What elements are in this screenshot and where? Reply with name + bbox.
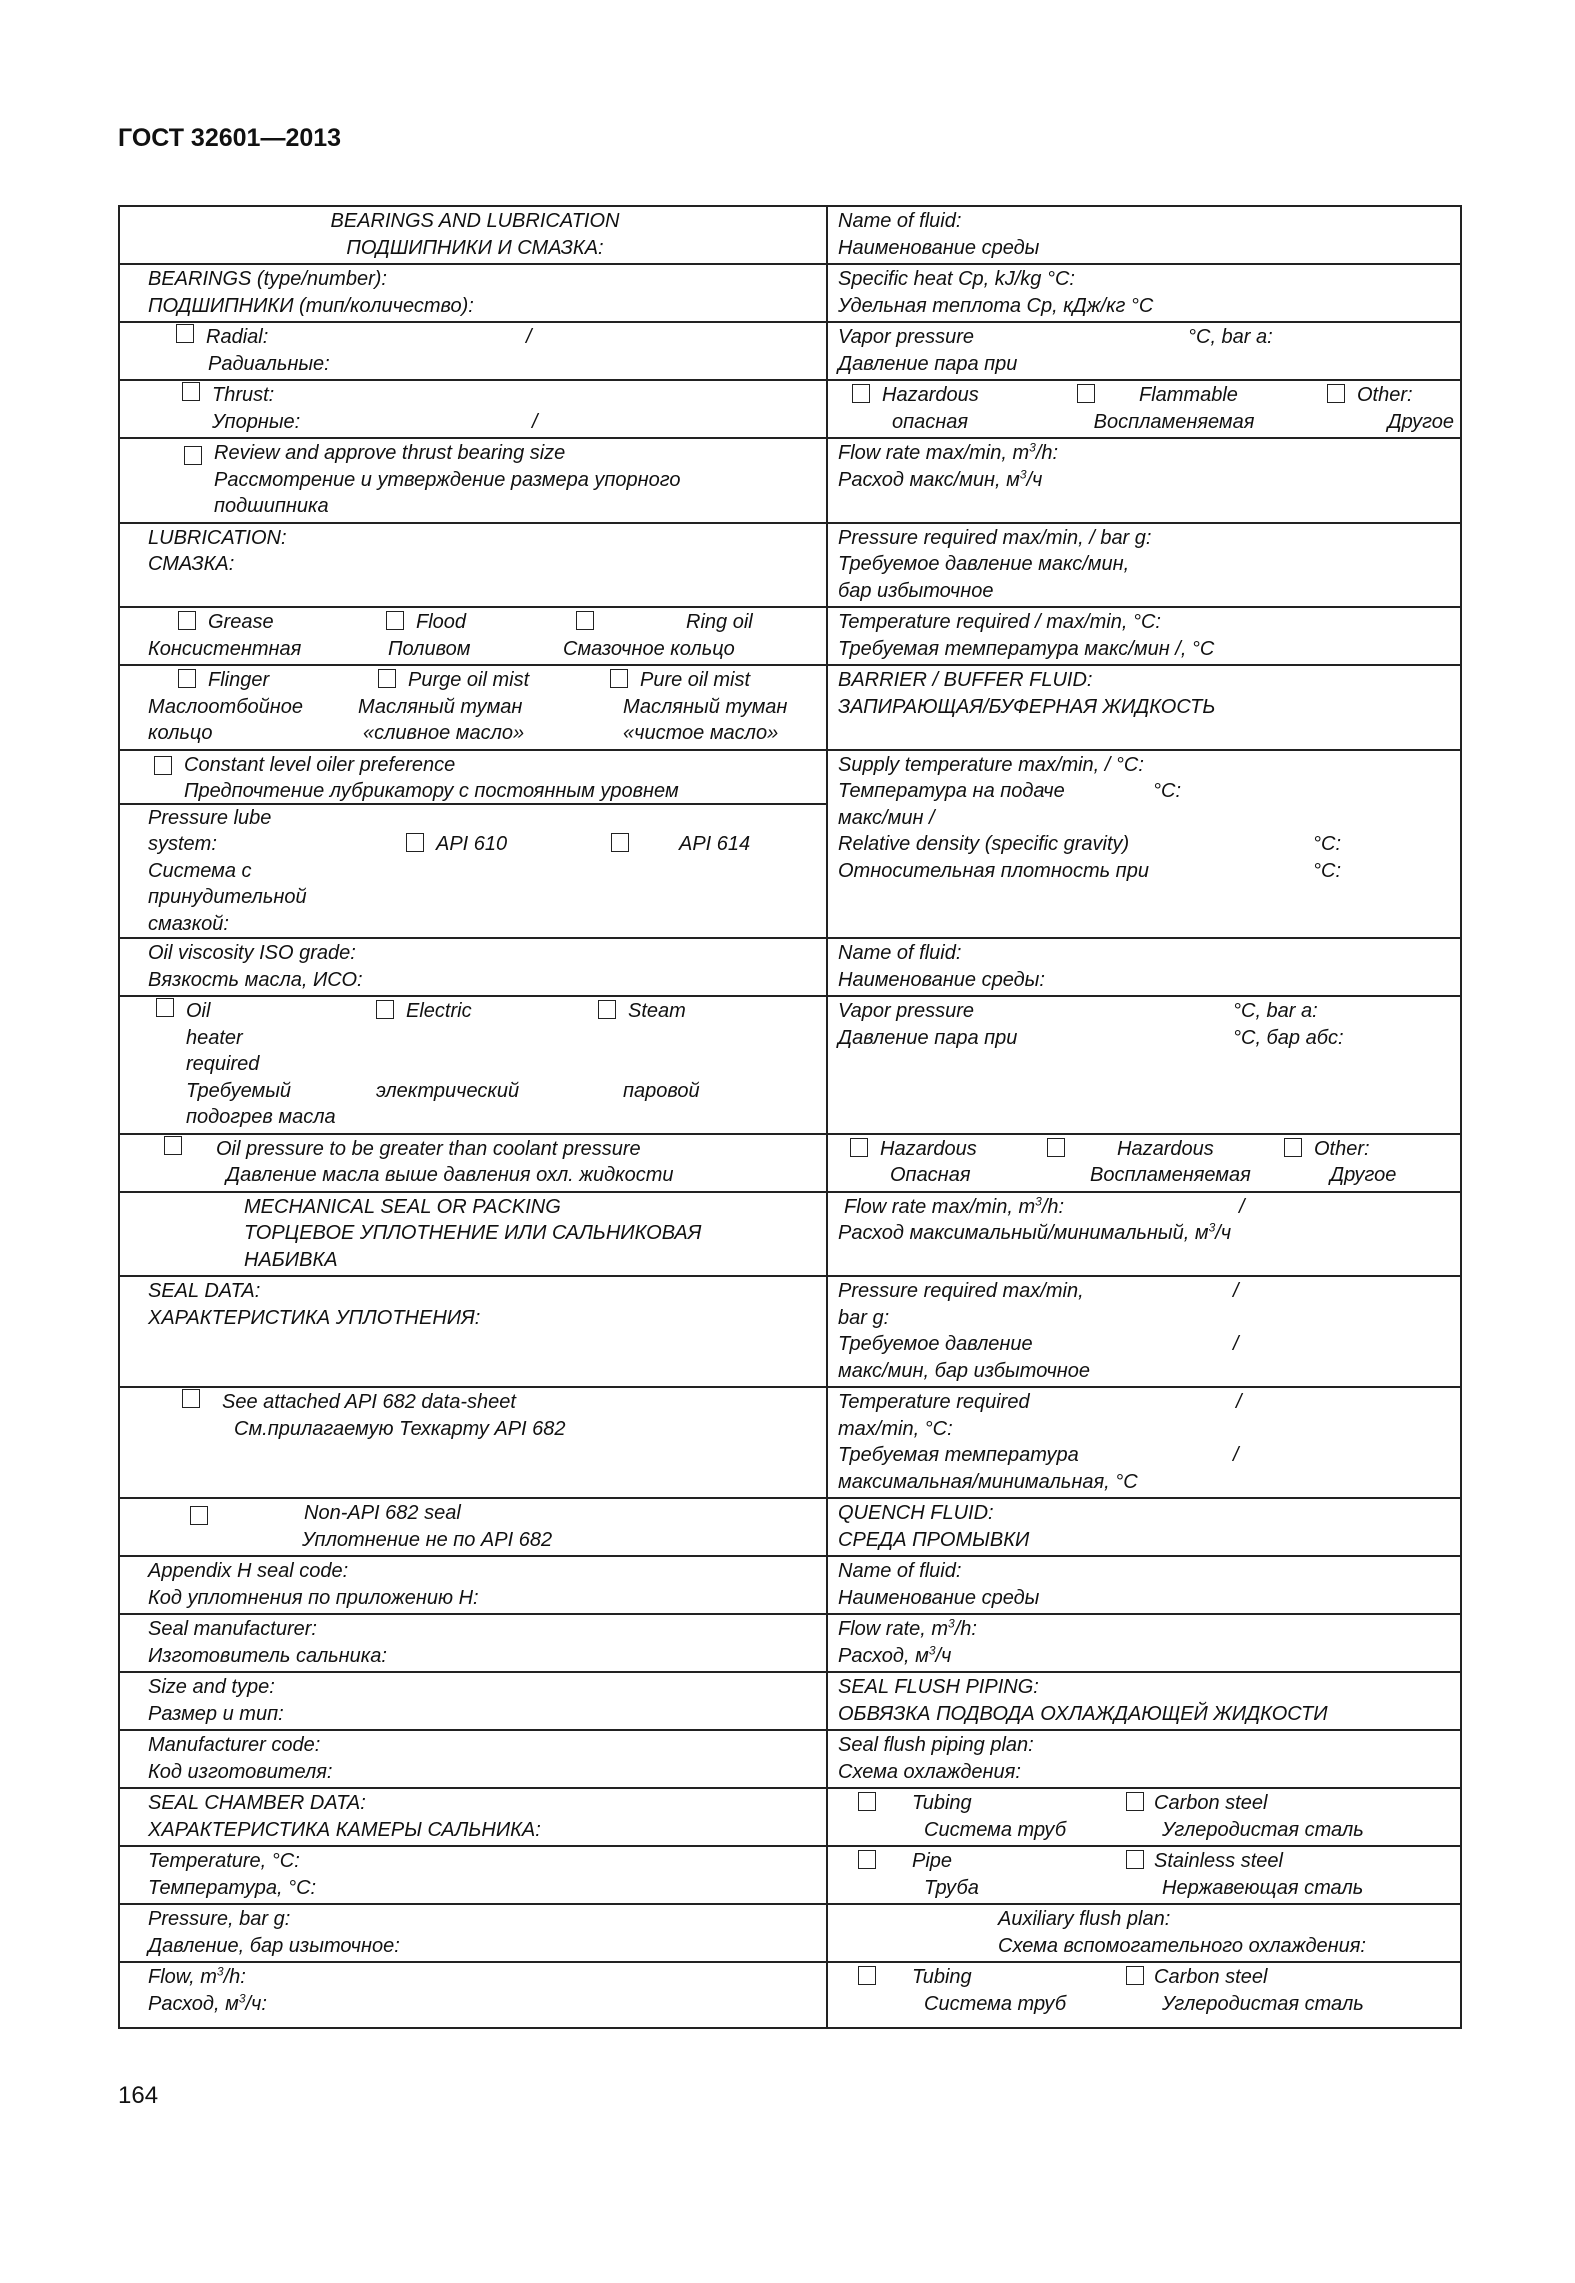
label-ru: Требуемый bbox=[186, 1079, 292, 1102]
label-ru: Другое bbox=[1387, 410, 1454, 433]
label-ru: Относительная плотность при bbox=[838, 859, 1149, 882]
label-ru: Маслоотбойное bbox=[148, 695, 303, 718]
label: BEARINGS (type/number): bbox=[148, 268, 387, 290]
stainless-steel-checkbox[interactable] bbox=[1126, 1850, 1144, 1869]
superscript: 3 bbox=[1029, 440, 1036, 455]
label: Pressure required max/min, / bar g: bbox=[838, 526, 1152, 549]
label: Flood bbox=[416, 611, 467, 633]
label-ru: Наименование среды bbox=[838, 236, 1040, 259]
label: Radial: bbox=[206, 326, 269, 348]
table-row bbox=[119, 1276, 1461, 1387]
label: max/min, °C: bbox=[838, 1417, 953, 1440]
quench-fluid-header bbox=[827, 1498, 1461, 1556]
label-ru: Труба bbox=[924, 1876, 979, 1899]
datasheet-table bbox=[118, 205, 1462, 2029]
table-row bbox=[119, 1192, 1461, 1277]
quench-name-cell[interactable] bbox=[827, 1556, 1461, 1614]
label-ru: Требуемое давление bbox=[838, 1333, 1033, 1355]
label-ru: Изготовитель сальника: bbox=[148, 1644, 387, 1667]
label-ru: Поливом bbox=[388, 637, 471, 660]
table-row bbox=[119, 264, 1461, 322]
superscript: 3 bbox=[1019, 466, 1027, 481]
chamber-flow-cell[interactable] bbox=[119, 1962, 827, 2028]
label-ru: принудительной bbox=[148, 886, 307, 908]
table-row bbox=[119, 380, 1461, 438]
oil-heater-cell bbox=[119, 996, 827, 1134]
label-ru: Давление пара при bbox=[838, 1026, 1018, 1049]
label-ru: макс/мин / bbox=[838, 806, 935, 829]
label: See attached API 682 data-sheet bbox=[222, 1391, 516, 1413]
radial-cell bbox=[119, 322, 827, 380]
label-ru: Вязкость масла, ИСО: bbox=[148, 968, 363, 991]
page-number: 164 bbox=[118, 2082, 159, 2109]
table-row bbox=[119, 1788, 1461, 1846]
auxiliary-plan-cell[interactable] bbox=[827, 1904, 1461, 1962]
label-ru: Консистентная bbox=[148, 637, 302, 660]
label: Other: bbox=[1357, 384, 1413, 406]
superscript: 3 bbox=[928, 1642, 936, 1657]
label: LUBRICATION: bbox=[148, 526, 287, 549]
hazardous-3-checkbox[interactable] bbox=[1047, 1138, 1065, 1157]
label-ru: Уплотнение не по API 682 bbox=[302, 1528, 553, 1551]
superscript: 3 bbox=[1035, 1193, 1042, 1208]
bearings-cell bbox=[119, 264, 827, 322]
non-api682-checkbox[interactable] bbox=[190, 1506, 208, 1525]
label: Thrust: bbox=[212, 384, 275, 406]
supply-temperature-cell[interactable] bbox=[827, 750, 1461, 939]
label-ru: Предпочтение лубрикатору с постоянным уровнем bbox=[184, 780, 679, 802]
label-ru: опасная bbox=[892, 410, 969, 433]
label: Grease bbox=[208, 611, 274, 633]
label: Non-API 682 seal bbox=[304, 1502, 461, 1524]
section-title: SEAL CHAMBER DATA: bbox=[148, 1792, 366, 1814]
label-ru: Рассмотрение и утверждение размера упорного bbox=[214, 468, 681, 491]
label-ru: смазкой: bbox=[148, 912, 229, 935]
document-title: ГОСТ 32601—2013 bbox=[118, 124, 342, 152]
carbon-steel-checkbox[interactable] bbox=[1126, 1792, 1144, 1811]
pipe-material-cell bbox=[827, 1846, 1461, 1904]
label-ru: Температура, °C: bbox=[148, 1876, 317, 1899]
oil-viscosity-cell[interactable] bbox=[119, 938, 827, 996]
flow-rate-cell[interactable] bbox=[827, 438, 1461, 523]
table-row bbox=[119, 1672, 1461, 1730]
appendix-h-cell[interactable] bbox=[119, 1556, 827, 1614]
slash: / bbox=[532, 410, 538, 433]
pressure-required-2-cell[interactable] bbox=[827, 1276, 1461, 1387]
section-title: MECHANICAL SEAL OR PACKING bbox=[244, 1195, 561, 1218]
superscript: 3 bbox=[1208, 1220, 1216, 1235]
table-row bbox=[119, 438, 1461, 523]
label: Steam bbox=[628, 1000, 686, 1022]
label: Flammable bbox=[1139, 384, 1238, 406]
unit: °C, bar a: bbox=[1233, 1000, 1318, 1022]
other-checkbox[interactable] bbox=[1327, 384, 1345, 403]
aux-carbon-steel-checkbox[interactable] bbox=[1126, 1966, 1144, 1985]
label: bar g: bbox=[838, 1306, 890, 1329]
label-ru: Расход, м bbox=[148, 1992, 239, 2015]
constant-level-checkbox[interactable] bbox=[154, 756, 172, 775]
label-ru: Наименование среды bbox=[838, 1586, 1040, 1609]
label: Temperature required bbox=[838, 1391, 1030, 1413]
flush-plan-cell[interactable] bbox=[827, 1730, 1461, 1788]
label: Carbon steel bbox=[1154, 1966, 1268, 1988]
label: Flinger bbox=[208, 669, 270, 691]
label: Oil bbox=[186, 1000, 211, 1022]
label: Size and type: bbox=[148, 1676, 275, 1698]
label-ru: СМАЗКА: bbox=[148, 553, 235, 575]
label-ru: ХАРАКТЕРИСТИКА УПЛОТНЕНИЯ: bbox=[148, 1306, 481, 1329]
label-ru: Давление масла выше давления охл. жидкости bbox=[226, 1164, 674, 1186]
label-ru: Давление пара при bbox=[838, 352, 1018, 375]
label-ru: Опасная bbox=[890, 1164, 971, 1186]
seal-manufacturer-cell[interactable] bbox=[119, 1614, 827, 1672]
seal-data-cell bbox=[119, 1276, 827, 1387]
label: Stainless steel bbox=[1154, 1850, 1283, 1872]
unit: °C: bbox=[1313, 859, 1341, 882]
superscript: 3 bbox=[238, 1990, 246, 2005]
section-title-ru: ЗАПИРАЮЩАЯ/БУФЕРНАЯ ЖИДКОСТЬ bbox=[838, 695, 1216, 718]
unit: /ч bbox=[935, 1644, 952, 1667]
constant-level-cell bbox=[119, 750, 827, 939]
see-api682-checkbox[interactable] bbox=[182, 1389, 200, 1408]
label-ru: Другое bbox=[1330, 1164, 1397, 1186]
unit: /ч: bbox=[245, 1992, 267, 2015]
label-ru: Расход макс/мин, м bbox=[838, 468, 1020, 491]
label-ru: Воспламеняемая bbox=[1090, 1164, 1251, 1186]
oil-heater-checkbox[interactable] bbox=[156, 998, 174, 1017]
label-ru: «чистое масло» bbox=[623, 722, 779, 744]
vapor-pressure-2-cell[interactable] bbox=[827, 996, 1461, 1134]
label-ru: Температура на подаче bbox=[838, 780, 1065, 802]
aux-tubing-checkbox[interactable] bbox=[858, 1966, 876, 1985]
label: Oil viscosity ISO grade: bbox=[148, 942, 356, 964]
label: Flow rate, m bbox=[838, 1618, 949, 1640]
unit: /ч bbox=[1026, 468, 1043, 491]
section-title-ru: СРЕДА ПРОМЫВКИ bbox=[838, 1528, 1030, 1551]
vapor-pressure-cell[interactable] bbox=[827, 322, 1461, 380]
pipe-checkbox[interactable] bbox=[858, 1850, 876, 1869]
label: heater bbox=[186, 1026, 243, 1049]
other-2-checkbox[interactable] bbox=[1284, 1138, 1302, 1157]
steam-heater-checkbox[interactable] bbox=[598, 1000, 616, 1019]
flow-rate-2-cell[interactable] bbox=[827, 1192, 1461, 1277]
label: Carbon steel bbox=[1154, 1792, 1268, 1814]
label: Other: bbox=[1314, 1137, 1370, 1160]
lubrication-cell bbox=[119, 523, 827, 608]
flinger-checkbox[interactable] bbox=[178, 669, 196, 688]
table-row bbox=[119, 1904, 1461, 1962]
size-type-cell[interactable] bbox=[119, 1672, 827, 1730]
label: Appendix H seal code: bbox=[148, 1560, 349, 1582]
review-checkbox[interactable] bbox=[184, 446, 202, 465]
table-row bbox=[119, 1730, 1461, 1788]
section-title-ru: ОБВЯЗКА ПОДВОДА ОХЛАЖДАЮЩЕЙ ЖИДКОСТИ bbox=[838, 1702, 1328, 1725]
table-row bbox=[119, 996, 1461, 1134]
label-ru: Система с bbox=[148, 859, 252, 882]
table-row bbox=[119, 523, 1461, 608]
pressure-required-cell[interactable] bbox=[827, 523, 1461, 608]
table-row bbox=[119, 1614, 1461, 1672]
section-title-ru: ТОРЦЕВОЕ УПЛОТНЕНИЕ ИЛИ САЛЬНИКОВАЯ bbox=[244, 1222, 702, 1244]
label-ru: Код уплотнения по приложению H: bbox=[148, 1586, 479, 1609]
label-ru: Расход, м bbox=[838, 1644, 929, 1667]
radial-checkbox[interactable] bbox=[176, 324, 194, 343]
label-ru: Расход максимальный/минимальный, м bbox=[838, 1222, 1209, 1244]
label-ru: Углеродистая сталь bbox=[1162, 1818, 1364, 1841]
specific-heat-cell[interactable] bbox=[827, 264, 1461, 322]
label-ru: Упорные: bbox=[212, 410, 301, 433]
api614-checkbox[interactable] bbox=[611, 833, 629, 852]
table-row bbox=[119, 938, 1461, 996]
seal-flush-header bbox=[827, 1672, 1461, 1730]
unit: °C: bbox=[1153, 780, 1181, 802]
unit: /ч bbox=[1215, 1222, 1232, 1244]
table-row bbox=[119, 1498, 1461, 1556]
oil-pressure-cell bbox=[119, 1134, 827, 1192]
label-ru: Схема охлаждения: bbox=[838, 1760, 1021, 1783]
ring-oil-checkbox[interactable] bbox=[576, 611, 594, 630]
label: API 610 bbox=[436, 832, 508, 855]
seal-chamber-header bbox=[119, 1788, 827, 1846]
section-title: BEARINGS AND LUBRICATION bbox=[330, 210, 620, 232]
label-ru: Углеродистая сталь bbox=[1162, 1992, 1364, 2015]
grease-checkbox[interactable] bbox=[178, 611, 196, 630]
purge-oil-mist-checkbox[interactable] bbox=[378, 669, 396, 688]
table-row bbox=[119, 206, 1461, 264]
label-ru: Удельная теплота Cp, кДж/кг °C bbox=[838, 294, 1154, 317]
label: SEAL DATA: bbox=[148, 1280, 261, 1302]
label: Pressure, bar g: bbox=[148, 1908, 291, 1930]
label: Seal manufacturer: bbox=[148, 1618, 317, 1640]
fluid-name-cell[interactable] bbox=[827, 206, 1461, 264]
non-api682-cell bbox=[119, 1498, 827, 1556]
table-row bbox=[119, 322, 1461, 380]
temperature-required-2-cell[interactable] bbox=[827, 1387, 1461, 1498]
label: Vapor pressure bbox=[838, 1000, 974, 1022]
unit: °C, bar a: bbox=[1188, 326, 1273, 348]
label-ru: Нержавеющая сталь bbox=[1162, 1876, 1364, 1899]
label: Review and approve thrust bearing size bbox=[214, 442, 566, 464]
label-ru: Требуемая температура макс/мин /, °C bbox=[838, 637, 1215, 660]
temperature-required-cell[interactable] bbox=[827, 607, 1461, 665]
label-ru: Наименование среды: bbox=[838, 968, 1045, 991]
bearings-lubrication-header bbox=[119, 206, 827, 264]
label: Manufacturer code: bbox=[148, 1734, 321, 1756]
section-title: SEAL FLUSH PIPING: bbox=[838, 1676, 1039, 1698]
superscript: 3 bbox=[948, 1616, 955, 1631]
label-ru: кольцо bbox=[148, 722, 213, 744]
label: Oil pressure to be greater than coolant pressure bbox=[216, 1137, 641, 1160]
label-ru: Требуемое давление макс/мин, bbox=[838, 553, 1130, 575]
lubrication-type-cell bbox=[119, 607, 827, 665]
slash: / bbox=[1233, 1333, 1239, 1355]
tubing-checkbox[interactable] bbox=[858, 1792, 876, 1811]
label: Flow rate max/min, m bbox=[838, 442, 1030, 464]
table-row bbox=[119, 1556, 1461, 1614]
slash: / bbox=[1236, 1391, 1242, 1413]
label: Tubing bbox=[912, 1966, 972, 1988]
label: Pipe bbox=[912, 1850, 953, 1872]
chamber-temperature-cell[interactable] bbox=[119, 1846, 827, 1904]
label: Vapor pressure bbox=[838, 326, 974, 348]
label: Name of fluid: bbox=[838, 210, 962, 232]
thrust-checkbox[interactable] bbox=[182, 382, 200, 401]
label-ru: бар избыточное bbox=[838, 579, 994, 602]
table-row bbox=[119, 607, 1461, 665]
slash: / bbox=[526, 326, 532, 348]
label: Supply temperature max/min, / °C: bbox=[838, 753, 1144, 776]
label: required bbox=[186, 1053, 260, 1075]
label: system: bbox=[148, 833, 217, 855]
section-title: BARRIER / BUFFER FLUID: bbox=[838, 669, 1093, 691]
oil-mist-cell bbox=[119, 665, 827, 750]
label-ru: подшипника bbox=[214, 495, 329, 517]
label-ru: Схема вспомогательного охлаждения: bbox=[998, 1934, 1366, 1957]
label-ru: Код изготовителя: bbox=[148, 1760, 333, 1783]
quench-flow-cell[interactable] bbox=[827, 1614, 1461, 1672]
label: Pure oil mist bbox=[640, 669, 751, 691]
label-ru: Масляный туман bbox=[623, 695, 788, 718]
manufacturer-code-cell[interactable] bbox=[119, 1730, 827, 1788]
label-ru: Смазочное кольцо bbox=[563, 637, 735, 660]
unit: °C, бар абс: bbox=[1233, 1026, 1344, 1049]
label: Purge oil mist bbox=[408, 669, 530, 691]
table-row bbox=[119, 1962, 1461, 2028]
table-row bbox=[119, 665, 1461, 750]
label-ru: Воспламеняемая bbox=[1093, 410, 1255, 433]
unit: /h: bbox=[1035, 442, 1059, 464]
label: Relative density (specific gravity) bbox=[838, 833, 1130, 855]
label: Constant level oiler preference bbox=[184, 753, 456, 776]
label-ru: Система труб bbox=[924, 1818, 1067, 1841]
label-ru: Система труб bbox=[924, 1992, 1067, 2015]
label: Flow rate max/min, m bbox=[844, 1195, 1036, 1218]
label-ru: Масляный туман bbox=[358, 695, 523, 718]
hazard-class-2-cell bbox=[827, 1134, 1461, 1192]
api682-cell bbox=[119, 1387, 827, 1498]
label-ru: Давление, бар изыточное: bbox=[148, 1934, 400, 1957]
label: Electric bbox=[406, 1000, 472, 1022]
label: Temperature, °C: bbox=[148, 1850, 300, 1872]
label-ru: Радиальные: bbox=[208, 352, 330, 375]
barrier-fluid-header bbox=[827, 665, 1461, 750]
hazardous-2-checkbox[interactable] bbox=[850, 1138, 868, 1157]
hazardous-checkbox[interactable] bbox=[852, 384, 870, 403]
aux-tubing-material-cell bbox=[827, 1962, 1461, 2028]
label-ru: макс/мин, бар избыточное bbox=[838, 1359, 1091, 1382]
label-ru: ПОДШИПНИКИ (тип/количество): bbox=[148, 294, 474, 317]
pure-oil-mist-checkbox[interactable] bbox=[610, 669, 628, 688]
label-ru: См.прилагаемую Техкарту API 682 bbox=[234, 1417, 566, 1440]
mechanical-seal-header bbox=[119, 1192, 827, 1277]
label: Name of fluid: bbox=[838, 1560, 962, 1582]
label-ru: электрический bbox=[376, 1079, 520, 1102]
section-title-ru: ХАРАКТЕРИСТИКА КАМЕРЫ САЛЬНИКА: bbox=[148, 1818, 541, 1841]
table-row bbox=[119, 1846, 1461, 1904]
slash: / bbox=[1239, 1195, 1245, 1218]
label-ru: максимальная/минимальная, °C bbox=[838, 1470, 1138, 1493]
review-thrust-cell bbox=[119, 438, 827, 523]
label: Pressure lube bbox=[148, 806, 272, 829]
table-row bbox=[119, 1387, 1461, 1498]
unit: /h: bbox=[223, 1966, 246, 1988]
table-row bbox=[119, 1134, 1461, 1192]
fluid-name-2-cell[interactable] bbox=[827, 938, 1461, 996]
label: Ring oil bbox=[686, 611, 753, 633]
label: Specific heat Cp, kJ/kg °C: bbox=[838, 268, 1075, 290]
label-ru: «сливное масло» bbox=[363, 722, 525, 744]
section-title-ru: НАБИВКА bbox=[244, 1248, 338, 1271]
table-row bbox=[119, 750, 1461, 939]
label: Temperature required / max/min, °C: bbox=[838, 611, 1161, 633]
flammable-checkbox[interactable] bbox=[1077, 384, 1095, 403]
label: API 614 bbox=[679, 832, 751, 855]
label: Flow, m bbox=[148, 1966, 217, 1988]
slash: / bbox=[1233, 1280, 1239, 1302]
chamber-pressure-cell[interactable] bbox=[119, 1904, 827, 1962]
electric-heater-checkbox[interactable] bbox=[376, 1000, 394, 1019]
oil-pressure-checkbox[interactable] bbox=[164, 1136, 182, 1155]
flood-checkbox[interactable] bbox=[386, 611, 404, 630]
label: Tubing bbox=[912, 1792, 972, 1814]
section-title-ru: ПОДШИПНИКИ И СМАЗКА: bbox=[346, 236, 604, 259]
hazard-class-cell bbox=[827, 380, 1461, 438]
section-title: QUENCH FLUID: bbox=[838, 1502, 994, 1524]
label: Pressure required max/min, bbox=[838, 1280, 1084, 1302]
label-ru: Требуемая температура bbox=[838, 1444, 1079, 1466]
label: Name of fluid: bbox=[838, 942, 962, 964]
label: Hazardous bbox=[880, 1137, 977, 1160]
label: Hazardous bbox=[882, 384, 979, 406]
unit: /h: bbox=[954, 1618, 977, 1640]
label: Hazardous bbox=[1117, 1137, 1214, 1160]
label: Seal flush piping plan: bbox=[838, 1734, 1034, 1756]
label: Auxiliary flush plan: bbox=[998, 1908, 1171, 1930]
superscript: 3 bbox=[216, 1964, 224, 1979]
thrust-cell bbox=[119, 380, 827, 438]
tubing-material-cell bbox=[827, 1788, 1461, 1846]
api610-checkbox[interactable] bbox=[406, 833, 424, 852]
label-ru: Размер и тип: bbox=[148, 1702, 284, 1725]
label-ru: подогрев масла bbox=[186, 1106, 336, 1128]
slash: / bbox=[1233, 1444, 1239, 1466]
unit: /h: bbox=[1041, 1195, 1065, 1218]
label-ru: паровой bbox=[623, 1079, 700, 1102]
unit: °C: bbox=[1313, 833, 1341, 855]
